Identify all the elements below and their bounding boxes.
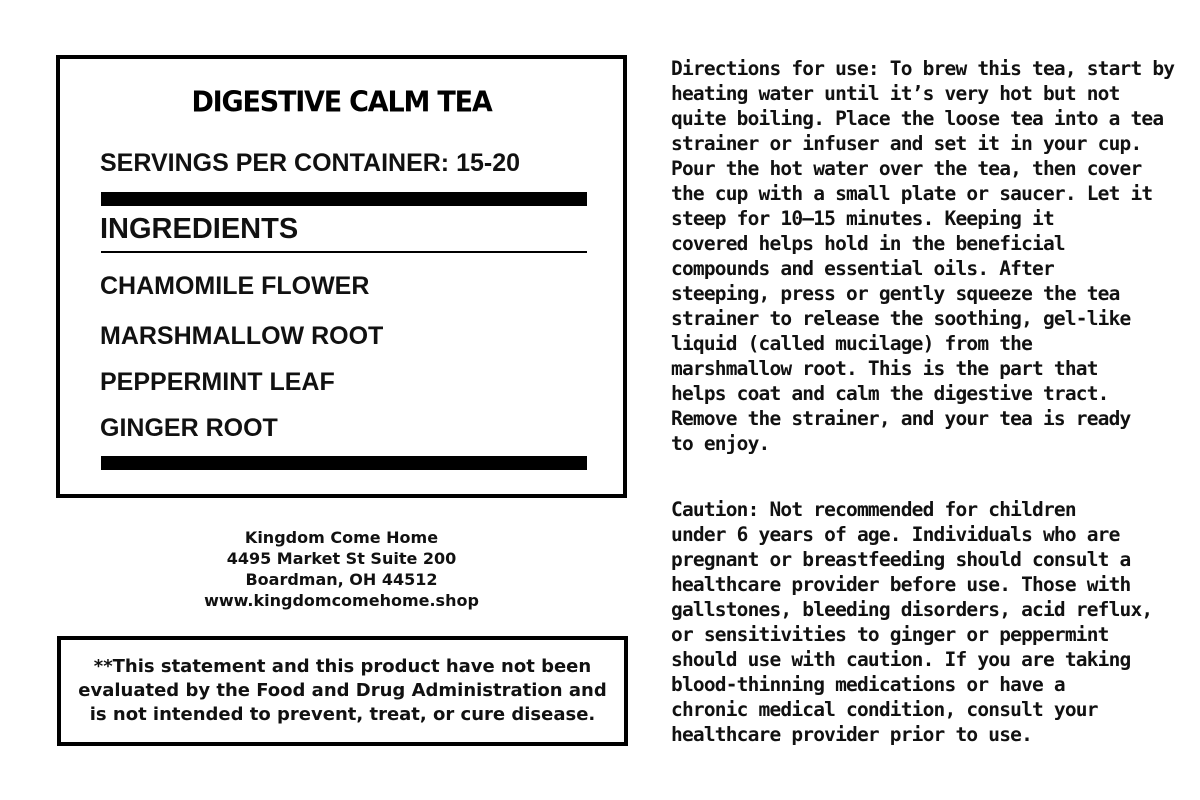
ingredient-item: CHAMOMILE FLOWER [100, 272, 370, 300]
ingredient-item: GINGER ROOT [100, 414, 278, 442]
servings-per-container: SERVINGS PER CONTAINER: 15-20 [100, 149, 521, 177]
bottom-divider-bar [101, 456, 587, 470]
ingredients-heading: INGREDIENTS [100, 213, 299, 245]
ingredients-rule [101, 251, 587, 253]
business-name: Kingdom Come Home [244, 528, 439, 547]
fda-disclaimer-text: **This statement and this product have not been evaluated by the Food and Drug Administration and is not intended to prevent, treat, or cure disease. [78, 656, 607, 725]
tea-label-panel [56, 55, 627, 498]
city-state-zip: Boardman, OH 44512 [245, 570, 438, 589]
street-address: 4495 Market St Suite 200 [226, 549, 457, 568]
website-url: www.kingdomcomehome.shop [204, 591, 479, 610]
ingredient-item: PEPPERMINT LEAF [100, 368, 335, 396]
caution-statement: Caution: Not recommended for children under 6 years of age. Individuals who are pregnant or breastfeeding should consult a healthcare provider before use. Those with gallstones, bleeding disorders, acid reflux, or sensitivities to ginger or peppermint should use with caution. If you are taking blood-thinning medications or have a chronic medical condition, consult your healthcare provider prior to use. [671, 498, 1153, 746]
ingredient-item: MARSHMALLOW ROOT [100, 322, 384, 350]
top-divider-bar [101, 192, 587, 206]
directions-for-use: Directions for use: To brew this tea, start by heating water until it’s very hot but not quite boiling. Place the loose tea into a tea strainer or infuser and set it in your cup. Pour the hot water over the tea, then cover the cup with a small plate or saucer. Let it steep for 10–15 minutes. Keeping it covered helps hold in the beneficial compounds and essential oils. After steeping, press or gently squeeze the tea strainer to release the soothing, gel-like liquid (called mucilage) from the marshmallow root. This is the part that helps coat and calm the digestive tract. Remove the strainer, and your tea is ready to enjoy. [671, 57, 1175, 455]
fda-disclaimer-box [57, 636, 628, 746]
business-address [56, 527, 627, 611]
product-title: DIGESTIVE CALM TEA [191, 86, 492, 119]
